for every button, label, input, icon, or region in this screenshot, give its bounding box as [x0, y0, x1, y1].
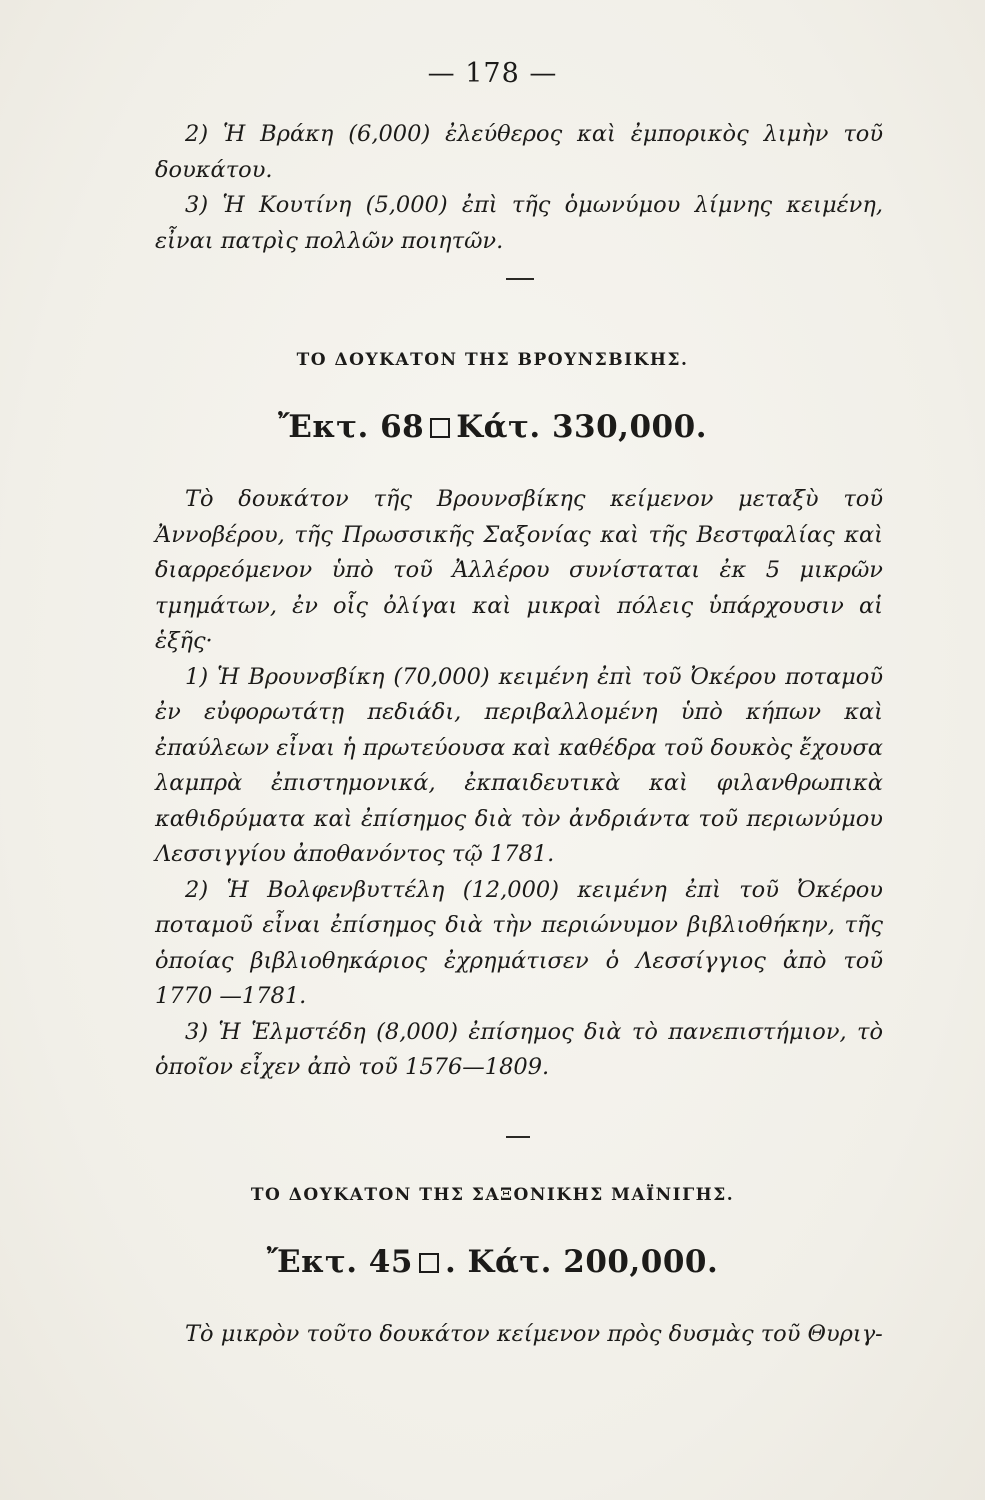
top-block — [155, 117, 883, 259]
square-symbol-icon — [430, 418, 450, 438]
section1-item-1: 1) Ἡ Βρουνσβίκη (70,000) κειμένη ἐπὶ τοῦ Ὀκέρου ποταμοῦ ἐν εὐφορωτάτῃ πεδιάδι, περιβαλλομένη ὑπὸ κήπων καὶ ἐπαύλεων εἶναι ἡ πρωτεύουσα καὶ καθέδρα τοῦ δουκὸς ἔχουσα λαμπρὰ ἐπιστημονικά, ἐκπαιδευτικὰ καὶ φιλανθρωπικὰ καθιδρύματα καὶ ἐπίσημος διὰ τὸν ἀνδριάντα τοῦ περιωνύμου Λεσσιγγίου ἀποθανόντος τῷ 1781. — [155, 663, 883, 867]
section-separator-1 — [506, 278, 534, 280]
section1-item-3: 3) Ἡ Ἑλμστέδη (8,000) ἐπίσημος διὰ τὸ πανεπιστήμιον, τὸ ὁποῖον εἶχεν ἀπὸ τοῦ 1576—1809. — [155, 1018, 883, 1080]
section1-body — [155, 482, 883, 1086]
section2-heading: ΤΟ ΔΟΥΚΑΤΟΝ ΤΗΣ ΣΑΞΟΝΙΚΗΣ ΜΑΪΝΙΓΗΣ. — [250, 1185, 735, 1205]
section1-area-suffix: Κάτ. 330,000. — [456, 409, 707, 445]
section2-area-prefix: Ἔκτ. 45 — [266, 1244, 413, 1280]
section2-area — [0, 1244, 985, 1280]
section2-area-suffix: . Κάτ. 200,000. — [444, 1244, 719, 1280]
section-separator-2 — [506, 1136, 530, 1138]
top-line-2: 3) Ἡ Κουτίνη (5,000) ἐπὶ τῆς ὁμωνύμου λίμνης κειμένη, εἶναι πατρὶς πολλῶν ποιητῶν. — [155, 192, 883, 254]
section2-intro: Τὸ μικρὸν τοῦτο δουκάτον κείμενον πρὸς δυσμὰς τοῦ Θυριγ- — [185, 1321, 883, 1347]
section1-area — [0, 409, 985, 445]
section1-intro: Τὸ δουκάτον τῆς Βρουνσβίκης κείμενον μεταξὺ τοῦ Ἀννοβέρου, τῆς Πρωσσικῆς Σαξονίας καὶ τῆς Βεστφαλίας καὶ διαρρεόμενον ὑπὸ τοῦ Ἀλλέρου συνίσταται ἐκ 5 μικρῶν τμημάτων, ἐν οἷς ὀλίγαι καὶ μικραὶ πόλεις ὑπάρχουσιν αἱ ἑξῆς· — [155, 486, 883, 654]
top-line-1: 2) Ἡ Βράκη (6,000) ἐλεύθερος καὶ ἐμπορικὸς λιμὴν τοῦ δουκάτου. — [155, 121, 883, 183]
section1-item-2: 2) Ἡ Βολφενβυττέλη (12,000) κειμένη ἐπὶ τοῦ Ὀκέρου ποταμοῦ εἶναι ἐπίσημος διὰ τὴν περιώνυμον βιβλιοθήκην, τῆς ὁποίας βιβλιοθηκάριος ἐχρημάτισεν ὁ Λεσσίγγιος ἀπὸ τοῦ 1770 —1781. — [155, 876, 883, 1009]
section1-area-prefix: Ἔκτ. 68 — [278, 409, 425, 445]
page-number: — 178 — — [427, 58, 558, 89]
square-symbol-icon — [419, 1253, 439, 1273]
section1-heading: ΤΟ ΔΟΥΚΑΤΟΝ ΤΗΣ ΒΡΟΥΝΣΒΙΚΗΣ. — [296, 350, 689, 370]
section2-body — [155, 1317, 883, 1353]
